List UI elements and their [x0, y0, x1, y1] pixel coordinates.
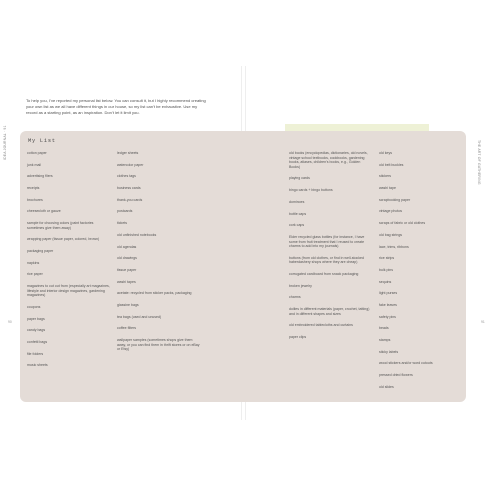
- list-item: watercolor paper: [117, 162, 144, 167]
- list-item: sample for choosing colors (paint factories sometimes give them away): [27, 221, 94, 230]
- list-item: buttons (from old clothes, or find in well-stocked haberdashery shops where they are cheap): [289, 255, 364, 265]
- list-column-1: [27, 151, 111, 375]
- intro-paragraph: To help you, I’ve reported my personal list below. You can consult it, but I highly recommend creating your own list as we all have different things in our house, so my list can’t be exhaustive. Use my record as a starting point, as an inspiration. Don’t let it limit you.: [26, 98, 206, 116]
- running-head-right: THE ART OF GATHERING: [477, 140, 481, 185]
- list-item: bottle caps: [289, 211, 307, 216]
- list-item: old keys: [379, 151, 393, 155]
- list-item: washi tape: [379, 186, 396, 191]
- list-item: old unfinished notebooks: [117, 232, 157, 237]
- list-item: tissue paper: [117, 267, 137, 272]
- list-column-3: [289, 151, 371, 347]
- list-item: music sheets: [27, 363, 48, 368]
- list-item: sticky labels: [379, 349, 399, 354]
- list-item: rice paper: [27, 272, 43, 277]
- list-column-4: [379, 151, 453, 396]
- list-item: napkins: [27, 260, 40, 265]
- list-item: cork caps: [289, 223, 305, 228]
- list-item: coffee filters: [117, 326, 137, 331]
- list-item: doilies in different materials (paper, crochet, tatting) and in different shapes and sizes: [289, 307, 370, 316]
- list-item: magazines to cut out from (especially art magazines, lifestyle and interior design magazines, gardening magazines): [27, 284, 110, 298]
- list-item: packaging paper: [27, 249, 54, 254]
- list-item: stamps: [379, 338, 391, 342]
- list-item: sequins: [379, 279, 392, 284]
- list-item: lace, trims, ribbons: [379, 244, 409, 249]
- list-item: acetate: recycled from sticker packs, packaging: [117, 291, 192, 296]
- list-item: wood stickers and/or word cutouts: [379, 361, 433, 366]
- list-item: old drawings: [117, 256, 137, 261]
- running-head-left: IDEA JOURNAL · 91: [3, 125, 7, 160]
- list-item: clothes tags: [117, 174, 136, 179]
- list-item: playing cards: [289, 176, 310, 181]
- washi-tape-strip: [285, 124, 429, 131]
- list-item: fake leaves: [379, 302, 397, 307]
- list-item: rice strips: [379, 256, 395, 261]
- list-item: business cards: [117, 186, 141, 191]
- list-item: tea bags (used and unused): [117, 314, 162, 319]
- list-item: paper clips: [289, 335, 307, 340]
- list-item: broken jewelry: [289, 283, 312, 288]
- list-item: corrugated cardboard from snack packaging: [289, 272, 359, 277]
- list-item: tickets: [117, 221, 128, 226]
- page-number-left: 90: [8, 320, 12, 324]
- list-item: thank-you cards: [117, 197, 143, 202]
- list-item: ledger sheets: [117, 151, 139, 155]
- list-item: old bag strings: [379, 232, 403, 237]
- list-item: coupons: [27, 305, 41, 310]
- list-item: confetti bags: [27, 340, 48, 345]
- list-item: old books (encyclopedias, dictionaries, old novels, vintage school textbooks, cookbooks, gardening books, atlases, children’s books, e.g., Golden Books): [289, 151, 368, 169]
- list-item: safety pins: [379, 314, 396, 319]
- list-item: receipts: [27, 186, 40, 191]
- page-number-right: 91: [481, 320, 485, 324]
- list-item: light purses: [379, 291, 398, 296]
- list-item: postcards: [117, 209, 133, 214]
- list-item: pressed dried flowers: [379, 373, 413, 378]
- list-item: washi tapes: [117, 279, 136, 284]
- list-item: paper bags: [27, 316, 45, 321]
- list-title: My List: [28, 138, 56, 144]
- list-item: cotton paper: [27, 151, 47, 155]
- list-item: candy bags: [27, 328, 46, 333]
- list-item: stickers: [379, 174, 392, 179]
- list-item: bingo cards + bingo buttons: [289, 188, 333, 193]
- list-item: old slides: [379, 384, 394, 389]
- list-item: brochures: [27, 197, 43, 202]
- list-item: advertising fliers: [27, 174, 53, 179]
- list-item: wrapping paper (tissue paper, colored, brown): [27, 237, 100, 242]
- list-item: file folders: [27, 351, 44, 356]
- list-item: old embroidered tablecloths and curtains: [289, 323, 353, 328]
- list-item: scrapbooking paper: [379, 197, 411, 202]
- list-item: bulk pins: [379, 267, 393, 272]
- list-item: old belt buckles: [379, 162, 404, 167]
- list-item: dominoes: [289, 199, 305, 204]
- list-item: glassine bags: [117, 302, 139, 307]
- list-column-2: [117, 151, 201, 359]
- list-item: beads: [379, 326, 389, 331]
- list-item: old agendas: [117, 244, 137, 249]
- list-item: scraps of fabric or old clothes: [379, 221, 426, 226]
- list-item: vintage photos: [379, 209, 403, 214]
- list-item: junk mail: [27, 162, 41, 167]
- list-item: Elder recycled glass bottles (for instance, I have some from fruit treatment that I reused to create charms to add into my journals): [289, 234, 365, 249]
- list-item: cheesecloth or gauze: [27, 209, 61, 214]
- list-item: charms: [289, 295, 301, 300]
- list-item: wallpaper samples (sometimes shops give them away, or you can find them in thrift stores or on eBay or Etsy): [117, 338, 200, 352]
